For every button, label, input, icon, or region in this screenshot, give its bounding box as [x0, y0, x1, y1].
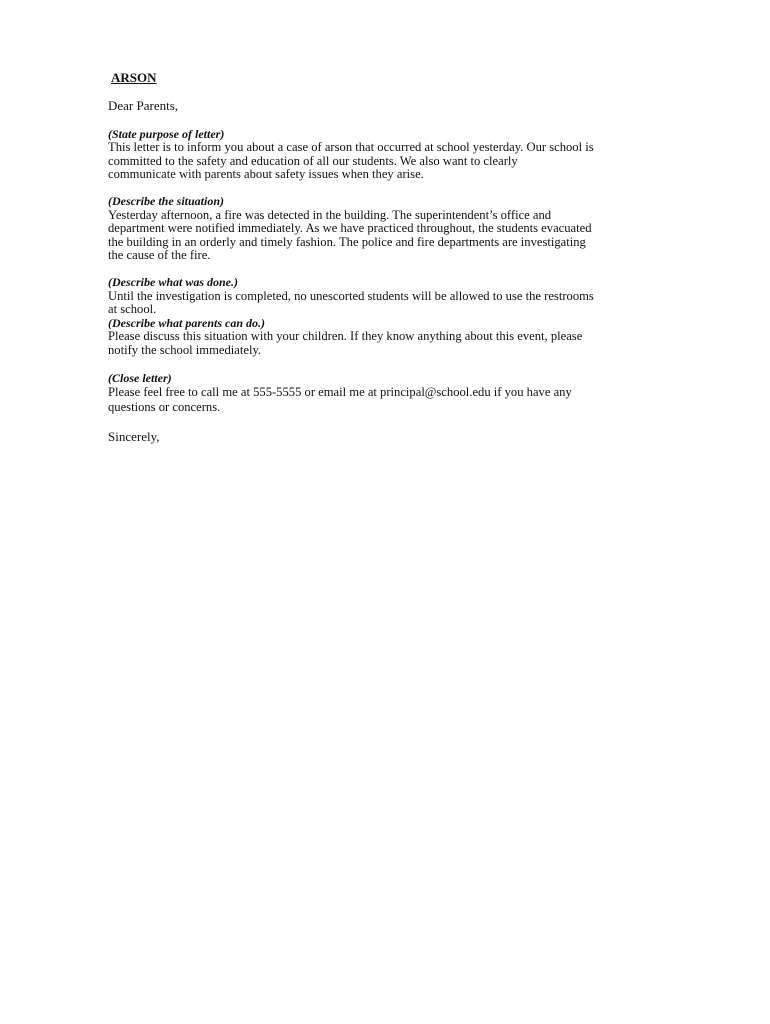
closing: Sincerely, [108, 429, 160, 445]
greeting: Dear Parents, [108, 98, 179, 113]
letter-title: ARSON [111, 70, 157, 85]
section-label: (Describe what parents can do.) [108, 315, 265, 330]
body-line: notify the school immediately. [108, 342, 262, 357]
body-line: the building in an orderly and timely fashion. The police and fire departments are investigating [108, 234, 586, 249]
section-what-parents-can-do [108, 317, 688, 358]
body-line: at school. [108, 302, 157, 317]
body-line: Yesterday afternoon, a fire was detected in the building. The superintendent’s office and [108, 207, 552, 222]
section-label: (Close letter) [108, 370, 172, 385]
body-line: Please feel free to call me at 555-5555 or email me at principal@school.edu if you have any [108, 385, 572, 400]
section-label: (Describe what was done.) [108, 274, 238, 289]
section-what-was-done [108, 276, 688, 317]
body-line: questions or concerns. [108, 400, 221, 415]
section-describe-situation [108, 195, 688, 263]
section-label: (Describe the situation) [108, 193, 224, 208]
body-line: Until the investigation is completed, no unescorted students will be allowed to use the restrooms [108, 288, 594, 303]
body-line: department were notified immediately. As we have practiced throughout, the students evacuated [108, 221, 592, 236]
body-line: Please discuss this situation with your children. If they know anything about this event, please [108, 329, 583, 344]
body-line: committed to the safety and education of all our students. We also want to clearly [108, 153, 518, 168]
section-state-purpose [108, 128, 688, 182]
section-label: (State purpose of letter) [108, 126, 225, 141]
body-line: communicate with parents about safety issues when they arise. [108, 167, 424, 182]
section-close-letter [108, 372, 688, 416]
letter-page [108, 70, 688, 444]
body-line: the cause of the fire. [108, 248, 211, 263]
body-line: This letter is to inform you about a case of arson that occurred at school yesterday. Our school is [108, 140, 594, 155]
